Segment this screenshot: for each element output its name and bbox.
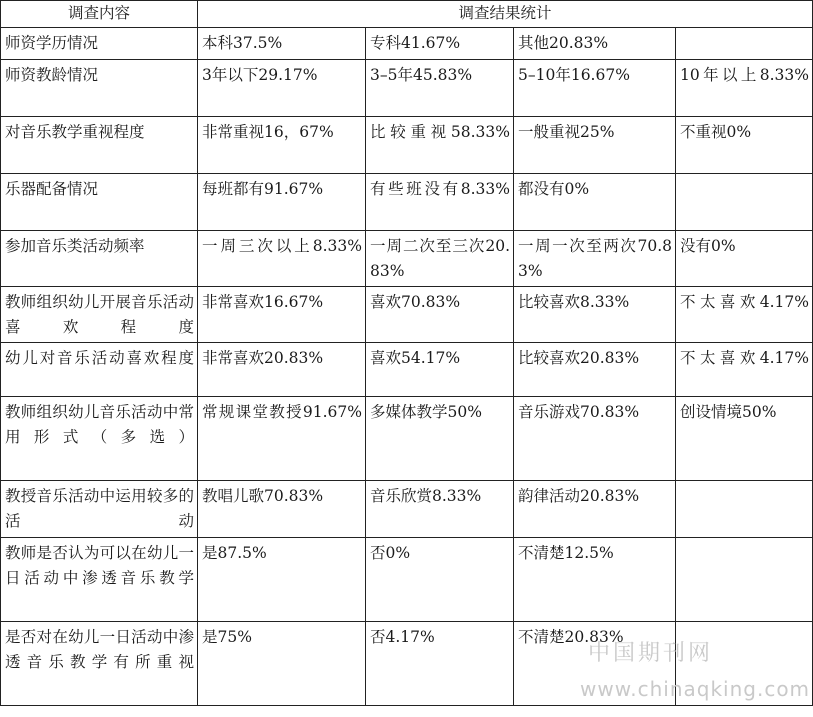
table-cell: 是87.5% xyxy=(198,538,366,622)
table-cell: 不重视0% xyxy=(676,117,813,174)
table-cell: 不太喜欢4.17% xyxy=(676,287,813,343)
table-cell: 喜欢70.83% xyxy=(366,287,514,343)
table-cell: 否0% xyxy=(366,538,514,622)
table-cell: 一周一次至两次70.83% xyxy=(514,231,676,287)
row-label: 教师组织幼儿开展音乐活动喜欢程度 xyxy=(1,287,198,343)
table-cell: 否4.17% xyxy=(366,622,514,706)
table-cell: 常规课堂教授91.67% xyxy=(198,397,366,481)
watermark-site-name: 中国期刊网 xyxy=(588,641,714,666)
table-cell: 本科37.5% xyxy=(198,28,366,60)
table-row xyxy=(1,538,813,622)
table-cell: 非常喜欢16.67% xyxy=(198,287,366,343)
table-cell: 一周二次至三次20.83% xyxy=(366,231,514,287)
table-cell: 不太喜欢4.17% xyxy=(676,343,813,397)
watermark-url: www.chinaqking.com xyxy=(580,677,811,701)
header-survey-results: 调查结果统计 xyxy=(198,1,813,28)
table-row xyxy=(1,28,813,60)
table-cell: 不清楚12.5% xyxy=(514,538,676,622)
table-cell xyxy=(676,174,813,231)
table-row xyxy=(1,287,813,343)
table-cell: 不清楚20.83% xyxy=(514,622,676,706)
row-label: 教师组织幼儿音乐活动中常用形式（多选） xyxy=(1,397,198,481)
table-cell: 音乐游戏70.83% xyxy=(514,397,676,481)
table-cell: 专科41.67% xyxy=(366,28,514,60)
table-cell: 韵律活动20.83% xyxy=(514,481,676,538)
table-row xyxy=(1,60,813,117)
table-cell: 没有0% xyxy=(676,231,813,287)
row-label: 参加音乐类活动频率 xyxy=(1,231,198,287)
table-cell: 有些班没有8.33% xyxy=(366,174,514,231)
table-row xyxy=(1,481,813,538)
table-cell: 3年以下29.17% xyxy=(198,60,366,117)
table-cell xyxy=(676,622,813,706)
row-label: 教授音乐活动中运用较多的活动 xyxy=(1,481,198,538)
table-cell xyxy=(676,28,813,60)
row-label: 师资教龄情况 xyxy=(1,60,198,117)
table-row xyxy=(1,174,813,231)
table-cell: 比较喜欢20.83% xyxy=(514,343,676,397)
table-cell: 创设情境50% xyxy=(676,397,813,481)
table-cell: 10年以上8.33% xyxy=(676,60,813,117)
table-row xyxy=(1,343,813,397)
table-cell: 非常重视16，67% xyxy=(198,117,366,174)
table-cell xyxy=(676,538,813,622)
table-cell: 音乐欣赏8.33% xyxy=(366,481,514,538)
table-cell: 5–10年16.67% xyxy=(514,60,676,117)
table-row xyxy=(1,117,813,174)
table-cell xyxy=(676,481,813,538)
table-cell: 多媒体教学50% xyxy=(366,397,514,481)
row-label: 是否对在幼儿一日活动中渗透音乐教学有所重视 xyxy=(1,622,198,706)
table-cell: 是75% xyxy=(198,622,366,706)
table-cell: 教唱儿歌70.83% xyxy=(198,481,366,538)
table-row xyxy=(1,231,813,287)
table-cell: 非常喜欢20.83% xyxy=(198,343,366,397)
table-header-row xyxy=(1,1,813,28)
table-row xyxy=(1,397,813,481)
table-cell: 比较重视58.33% xyxy=(366,117,514,174)
table-cell: 比较喜欢8.33% xyxy=(514,287,676,343)
row-label: 乐器配备情况 xyxy=(1,174,198,231)
table-cell: 喜欢54.17% xyxy=(366,343,514,397)
table-cell: 每班都有91.67% xyxy=(198,174,366,231)
table-cell: 一般重视25% xyxy=(514,117,676,174)
table-cell: 3–5年45.83% xyxy=(366,60,514,117)
table-cell: 都没有0% xyxy=(514,174,676,231)
row-label: 对音乐教学重视程度 xyxy=(1,117,198,174)
table-cell: 其他20.83% xyxy=(514,28,676,60)
row-label: 幼儿对音乐活动喜欢程度 xyxy=(1,343,198,397)
table-row xyxy=(1,622,813,706)
table-cell: 一周三次以上8.33% xyxy=(198,231,366,287)
header-survey-content: 调查内容 xyxy=(1,1,198,28)
row-label: 师资学历情况 xyxy=(1,28,198,60)
row-label: 教师是否认为可以在幼儿一日活动中渗透音乐教学 xyxy=(1,538,198,622)
